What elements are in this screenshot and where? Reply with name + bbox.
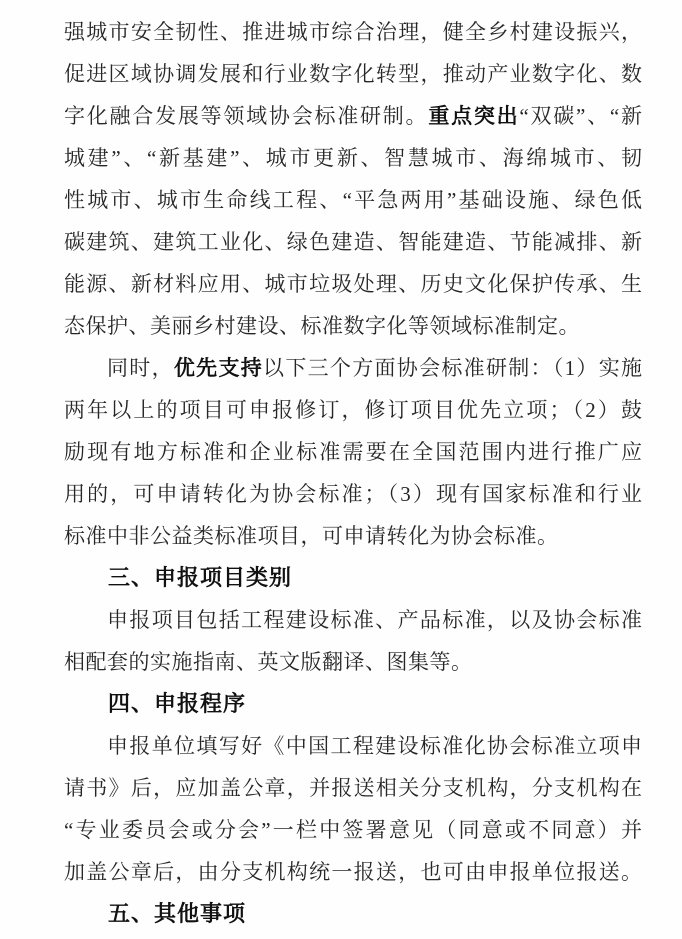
body-text: 申报项目包括工程建设标准、产品标准，以及协会标准	[107, 608, 642, 632]
text-line	[64, 221, 642, 263]
section-heading	[64, 557, 642, 599]
text-line	[64, 95, 642, 137]
body-text: 字化融合发展等领域协会标准研制。	[64, 104, 429, 128]
text-line	[64, 11, 642, 53]
text-line	[64, 347, 642, 389]
body-text: 能源、新材料应用、城市垃圾处理、历史文化保护传承、生	[64, 272, 642, 296]
text-line	[64, 137, 642, 179]
body-text: “双碳”、“新	[519, 104, 643, 128]
body-text: 申报单位填写好《中国工程建设标准化协会标准立项申	[107, 734, 642, 758]
body-text: 用的，可申请转化为协会标准；（3）现有国家标准和行业	[64, 482, 642, 506]
body-text: 强城市安全韧性、推进城市综合治理，健全乡村建设振兴，	[64, 20, 642, 44]
body-text: 标准中非公益类标准项目，可申请转化为协会标准。	[64, 524, 559, 548]
text-line	[64, 263, 642, 305]
text-line	[64, 725, 642, 767]
body-text: 以下三个方面协会标准研制：（1）实施	[263, 356, 643, 380]
text-line	[64, 767, 642, 809]
body-text: 相配套的实施指南、英文版翻译、图集等。	[64, 650, 473, 674]
text-line	[64, 389, 642, 431]
body-text: 励现有地方标准和企业标准需要在全国范围内进行推广应	[64, 440, 642, 464]
body-text: 加盖公章后，由分支机构统一报送，也可由申报单位报送。	[64, 860, 642, 884]
text-line	[64, 179, 642, 221]
text-line	[64, 515, 642, 557]
text-line	[64, 473, 642, 515]
body-text: 态保护、美丽乡村建设、标准数字化等领域标准制定。	[64, 314, 580, 338]
emphasis-text: 优先支持	[173, 357, 264, 380]
body-text: 碳建筑、建筑工业化、绿色建造、智能建造、节能减排、新	[64, 230, 642, 254]
body-text: 同时，	[107, 356, 174, 380]
emphasis-text: 重点突出	[428, 105, 520, 128]
body-text: 请书》后，应加盖公章，并报送相关分支机构，分支机构在	[64, 776, 642, 800]
heading-text: 四、申报程序	[108, 691, 247, 716]
text-line	[64, 809, 642, 851]
body-text: “专业委员会或分会”一栏中签署意见（同意或不同意）并	[64, 818, 642, 842]
text-line	[64, 641, 642, 683]
body-text: 性城市、城市生命线工程、“平急两用”基础设施、绿色低	[64, 188, 642, 212]
text-line	[64, 305, 642, 347]
text-line	[64, 599, 642, 641]
body-text: 促进区域协调发展和行业数字化转型，推动产业数字化、数	[64, 62, 642, 86]
heading-text: 五、其他事项	[108, 901, 247, 926]
body-text: 城建”、“新基建”、城市更新、智慧城市、海绵城市、韧	[64, 146, 642, 170]
text-line	[64, 53, 642, 95]
text-line	[64, 851, 642, 893]
text-line	[64, 431, 642, 473]
section-heading	[64, 893, 642, 935]
body-text: 两年以上的项目可申报修订，修订项目优先立项；（2）鼓	[64, 398, 642, 422]
heading-text: 三、申报项目类别	[108, 565, 293, 590]
section-heading	[64, 683, 642, 725]
